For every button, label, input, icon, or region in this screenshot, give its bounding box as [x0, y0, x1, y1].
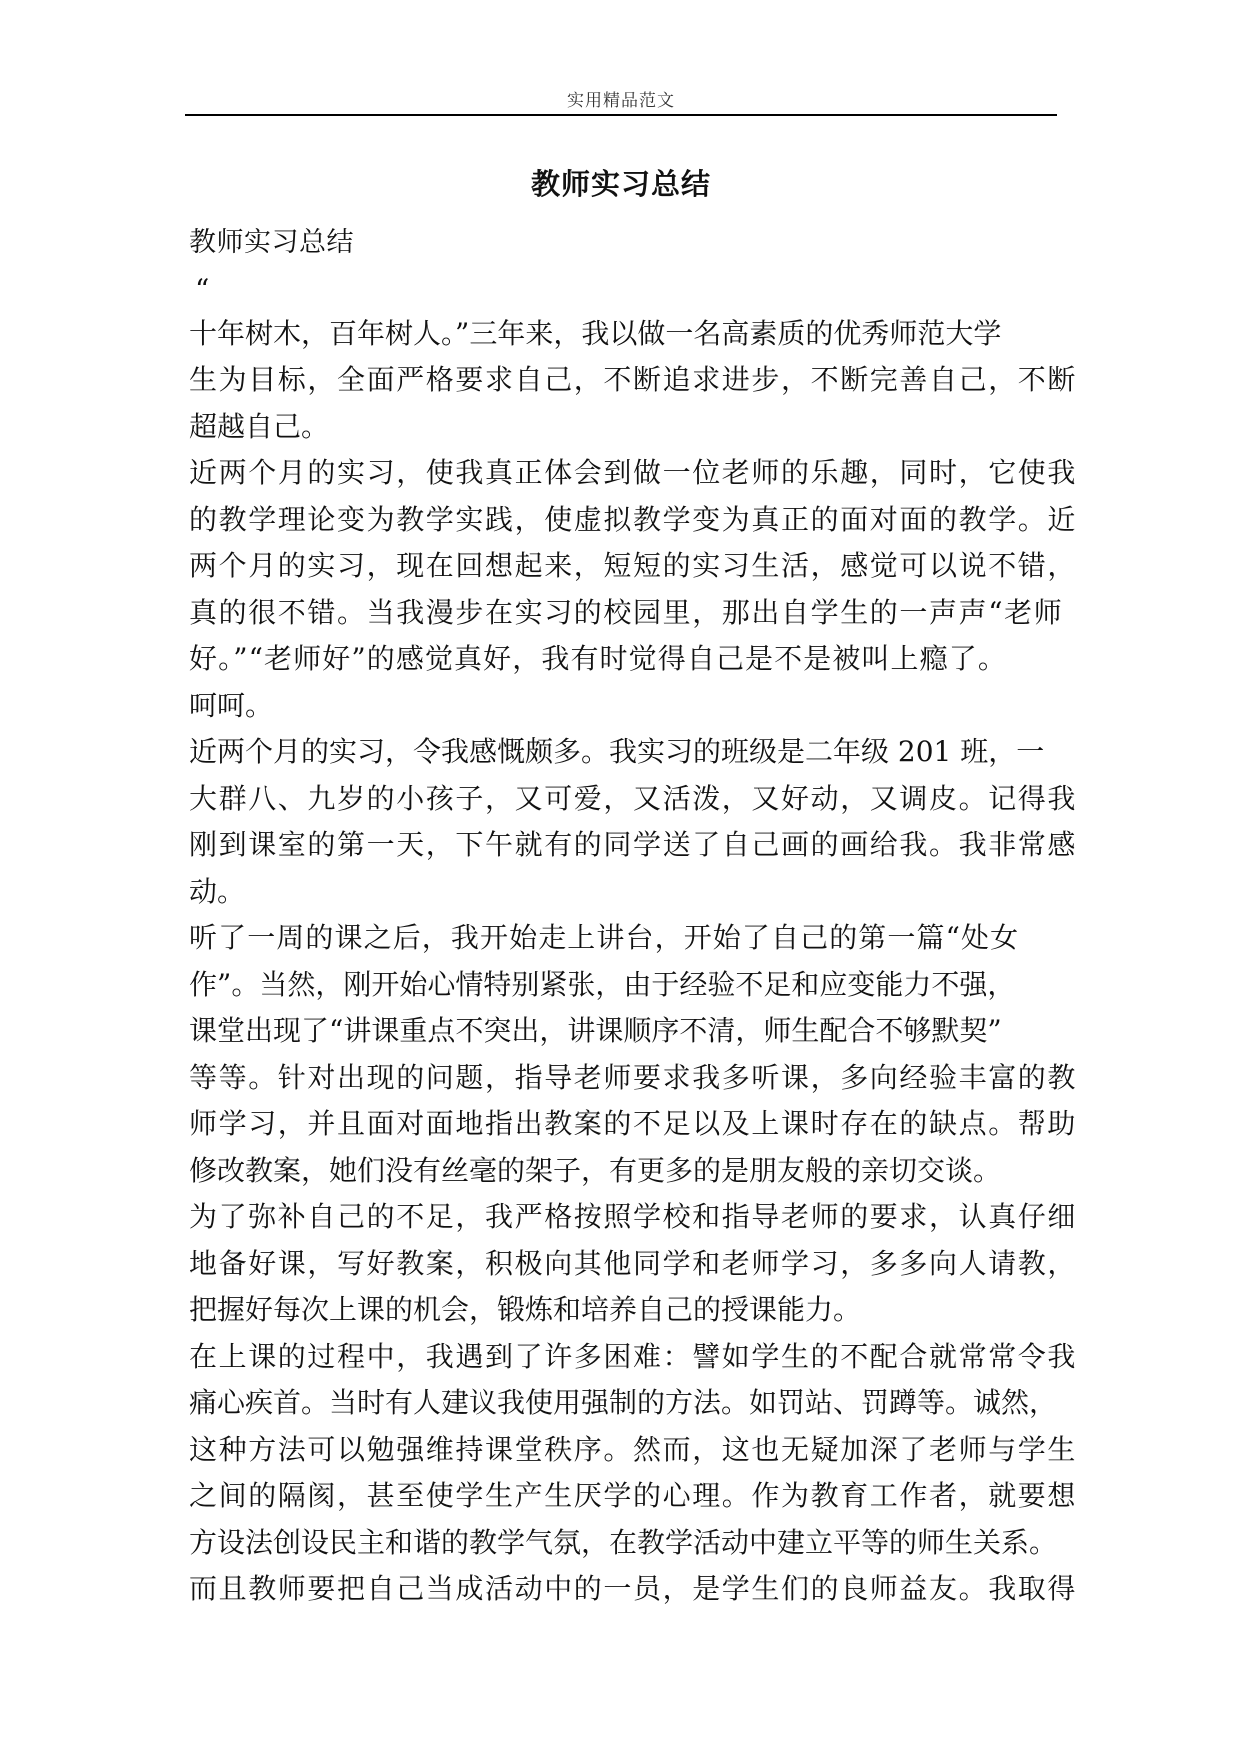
- body-line: 十年树木，百年树人。”三年来，我以做一名高素质的优秀师范大学: [189, 316, 1002, 350]
- body-line: 修改教案，她们没有丝毫的架子，有更多的是朋友般的亲切交谈。: [189, 1153, 1002, 1187]
- body-line: 之间的隔阂，甚至使学生产生厌学的心理。作为教育工作者，就要想: [189, 1479, 1078, 1512]
- body-line: 大群八、九岁的小孩子，又可爱，又活泼，又好动，又调皮。记得我: [189, 781, 1078, 815]
- document-body: [189, 220, 1078, 1613]
- body-line: 听了一周的课之后，我开始走上讲台，开始了自己的第一篇“处女: [189, 921, 1020, 954]
- body-line: 生为目标，全面严格要求自己，不断追求进步，不断完善自己，不断: [189, 363, 1078, 396]
- body-line: 的教学理论变为教学实践，使虚拟教学变为真正的面对面的教学。近: [189, 502, 1078, 536]
- body-line: 呵呵。: [189, 688, 274, 722]
- document-title: 教师实习总结: [530, 167, 711, 201]
- body-line: 地备好课，写好教案，积极向其他同学和老师学习，多多向人请教，: [189, 1246, 1078, 1280]
- body-subtitle: 教师实习总结: [189, 227, 354, 258]
- body-line: 真的很不错。当我漫步在实习的校园里，那出自学生的一声声“老师: [189, 595, 1064, 629]
- body-line: 超越自己。: [189, 409, 330, 443]
- body-line: 这种方法可以勉强维持课堂秩序。然而，这也无疑加深了老师与学生: [189, 1432, 1078, 1466]
- body-line: 两个月的实习，现在回想起来，短短的实习生活，感觉可以说不错，: [189, 549, 1078, 582]
- body-line: 把握好每次上课的机会，锻炼和培养自己的授课能力。: [189, 1293, 862, 1326]
- header-divider: [185, 114, 1057, 116]
- page-header: 实用精品范文: [567, 91, 675, 111]
- body-line: 为了弥补自己的不足，我严格按照学校和指导老师的要求，认真仔细: [189, 1200, 1078, 1233]
- body-line: 而且教师要把自己当成活动中的一员，是学生们的良师益友。我取得: [189, 1572, 1078, 1605]
- body-line: 刚到课室的第一天，下午就有的同学送了自己画的画给我。我非常感: [189, 828, 1078, 861]
- body-line: 课堂出现了“讲课重点不突出，讲课顺序不清，师生配合不够默契”: [189, 1014, 1002, 1047]
- body-line: 好。”“老师好”的感觉真好，我有时觉得自己是不是被叫上瘾了。: [189, 642, 1007, 675]
- body-line: 近两个月的实习，令我感慨颇多。我实习的班级是二年级 201 班，一: [189, 735, 1045, 768]
- body-line: 近两个月的实习，使我真正体会到做一位老师的乐趣，同时，它使我: [189, 456, 1078, 489]
- body-line: “: [195, 272, 210, 306]
- body-line: 作”。当然，刚开始心情特别紧张，由于经验不足和应变能力不强，: [189, 967, 1016, 1001]
- body-line: 方设法创设民主和谐的教学气氛，在教学活动中建立平等的师生关系。: [189, 1525, 1058, 1559]
- body-line: 动。: [189, 874, 246, 908]
- body-line: 痛心疾首。当时有人建议我使用强制的方法。如罚站、罚蹲等。诚然，: [189, 1386, 1058, 1419]
- body-line: 等等。针对出现的问题，指导老师要求我多听课，多向经验丰富的教: [189, 1060, 1078, 1094]
- body-line: 师学习，并且面对面地指出教案的不足以及上课时存在的缺点。帮助: [189, 1107, 1078, 1140]
- body-line: 在上课的过程中，我遇到了许多困难：譬如学生的不配合就常常令我: [189, 1339, 1078, 1373]
